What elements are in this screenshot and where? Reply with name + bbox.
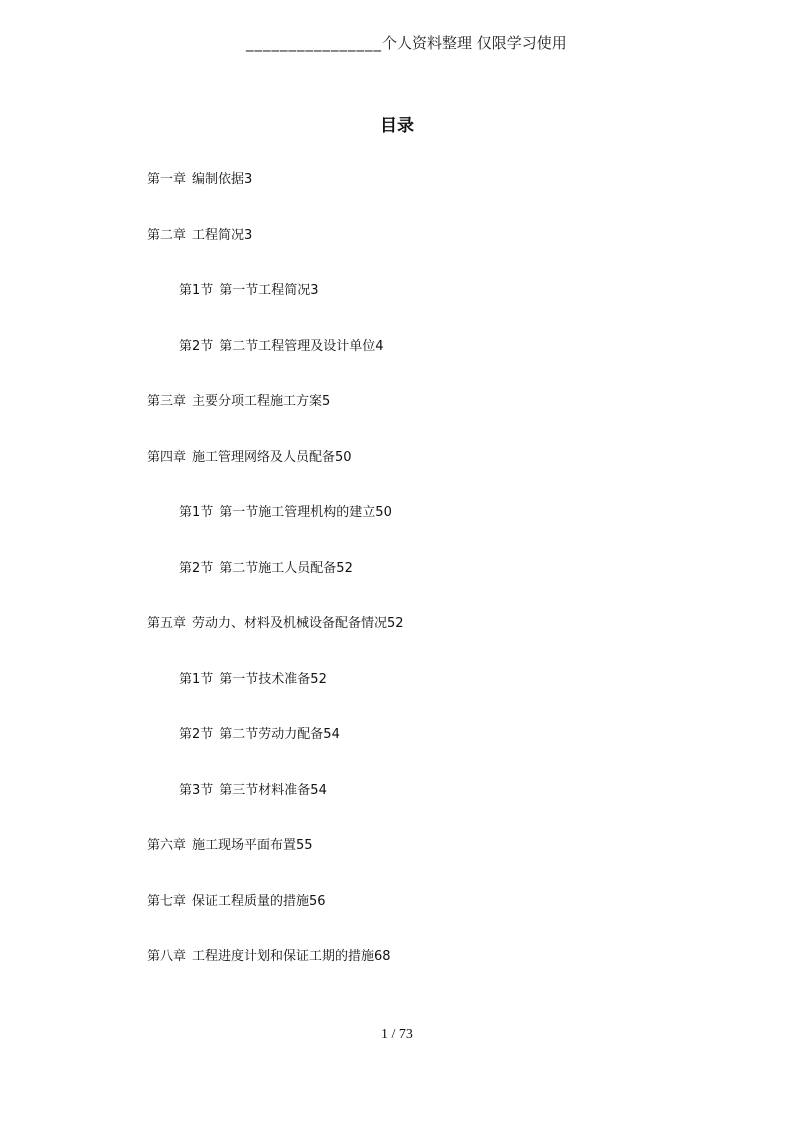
toc-entry-page: 52 <box>336 561 353 576</box>
toc-entry-number: 第1节 <box>179 672 214 687</box>
toc-entry-title: 主要分项工程施工方案 <box>192 394 323 409</box>
toc-entry-number: 第1节 <box>179 505 214 520</box>
toc-entry-title: 劳动力、材料及机械设备配备情况 <box>192 616 388 631</box>
toc-entry-title: 施工管理网络及人员配备 <box>192 450 336 465</box>
toc-entry-page: 3 <box>310 283 319 298</box>
toc-entry-title: 编制依据 <box>192 172 245 187</box>
toc-entry-number: 第3节 <box>179 783 214 798</box>
toc-entry-number: 第四章 <box>147 450 187 465</box>
toc-entry-title: 第一节技术准备 <box>219 672 311 687</box>
toc-chapter-entry[interactable] <box>147 171 252 189</box>
toc-section-entry[interactable] <box>179 782 327 800</box>
toc-entry-number: 第2节 <box>179 561 214 576</box>
page-number: 1 / 73 <box>381 1027 413 1042</box>
toc-entry-page: 50 <box>335 450 352 465</box>
toc-entry-page: 3 <box>244 228 253 243</box>
toc-section-entry[interactable] <box>179 504 392 522</box>
toc-entry-title: 第一节施工管理机构的建立 <box>219 505 376 520</box>
toc-entry-number: 第1节 <box>179 283 214 298</box>
toc-chapter-entry[interactable] <box>147 449 352 467</box>
header-text: 个人资料整理 仅限学习使用 <box>382 34 567 52</box>
toc-entry-page: 56 <box>309 894 326 909</box>
toc-section-entry[interactable] <box>179 282 319 300</box>
toc-entry-title: 保证工程质量的措施 <box>192 894 310 909</box>
toc-chapter-entry[interactable] <box>147 227 252 245</box>
toc-chapter-entry[interactable] <box>147 615 404 633</box>
toc-entry-title: 第三节材料准备 <box>219 783 311 798</box>
toc-entry-page: 5 <box>322 394 331 409</box>
toc-entry-page: 54 <box>323 727 340 742</box>
toc-entry-number: 第2节 <box>179 339 214 354</box>
toc-entry-page: 52 <box>387 616 404 631</box>
toc-entry-number: 第2节 <box>179 727 214 742</box>
toc-section-entry[interactable] <box>179 726 340 744</box>
toc-chapter-entry[interactable] <box>147 893 326 911</box>
toc-section-entry[interactable] <box>179 671 327 689</box>
toc-entry-page: 52 <box>310 672 327 687</box>
toc-entry-number: 第二章 <box>147 228 187 243</box>
toc-entry-page: 55 <box>296 838 313 853</box>
toc-entry-title: 第二节施工人员配备 <box>219 561 337 576</box>
toc-entry-title: 工程简况 <box>192 228 245 243</box>
toc-chapter-entry[interactable] <box>147 837 313 855</box>
toc-entry-page: 54 <box>310 783 327 798</box>
toc-entry-number: 第六章 <box>147 838 187 853</box>
toc-section-entry[interactable] <box>179 338 384 356</box>
toc-entry-title: 第二节工程管理及设计单位 <box>219 339 376 354</box>
toc-entry-page: 68 <box>374 949 391 964</box>
toc-title: 目录 <box>380 116 414 136</box>
toc-entry-number: 第五章 <box>147 616 187 631</box>
toc-entry-number: 第八章 <box>147 949 187 964</box>
toc-entry-title: 第二节劳动力配备 <box>219 727 324 742</box>
toc-entry-title: 第一节工程简况 <box>219 283 311 298</box>
toc-entry-page: 50 <box>375 505 392 520</box>
toc-entry-title: 工程进度计划和保证工期的措施 <box>192 949 375 964</box>
toc-chapter-entry[interactable] <box>147 948 391 966</box>
toc-entry-number: 第七章 <box>147 894 187 909</box>
header-leader-line: ________________ <box>246 34 382 52</box>
toc-entry-number: 第一章 <box>147 172 187 187</box>
toc-entry-number: 第三章 <box>147 394 187 409</box>
toc-section-entry[interactable] <box>179 560 353 578</box>
toc-entry-page: 3 <box>244 172 253 187</box>
toc-chapter-entry[interactable] <box>147 393 330 411</box>
toc-entry-page: 4 <box>375 339 384 354</box>
toc-entry-title: 施工现场平面布置 <box>192 838 297 853</box>
